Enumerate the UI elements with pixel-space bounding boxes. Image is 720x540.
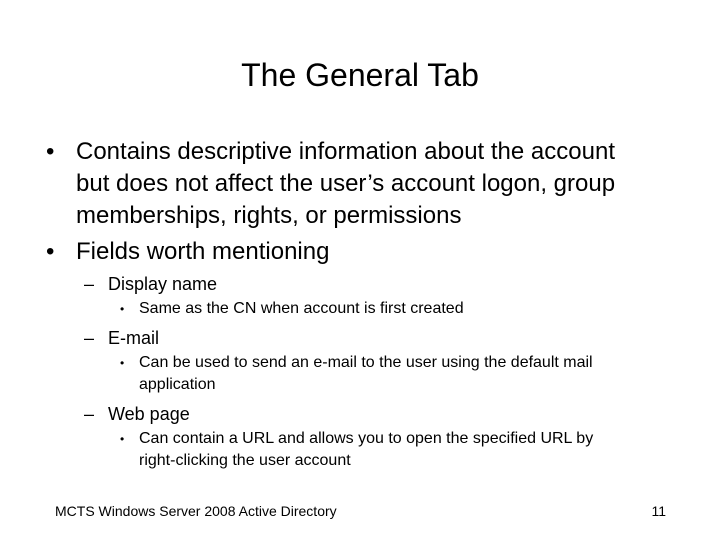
- detail-text-line: Can contain a URL and allows you to open the specified URL by: [139, 430, 594, 447]
- bullet-fields-worth-mentioning: [0, 236, 720, 268]
- bullet-marker: •: [46, 238, 55, 265]
- bullet-text-line: Fields worth mentioning: [76, 238, 330, 265]
- detail-text-line: application: [139, 376, 216, 393]
- detail-text-line: Same as the CN when account is first created: [139, 300, 464, 317]
- bullet-text-line: memberships, rights, or permissions: [76, 202, 462, 229]
- detail-display-name: [0, 298, 720, 320]
- subitem-label: Web page: [108, 404, 190, 424]
- bullet-marker: •: [120, 356, 125, 370]
- subitem-web-page: [0, 402, 720, 426]
- bullet-marker: •: [46, 138, 55, 165]
- slide-title: The General Tab: [241, 57, 479, 93]
- subitem-label: E-mail: [108, 328, 160, 348]
- detail-text-line: Can be used to send an e-mail to the user using the default mail: [139, 354, 593, 371]
- footer-page-number: 11: [651, 503, 666, 519]
- detail-text-line: right-clicking the user account: [139, 452, 351, 469]
- subitem-display-name: [0, 272, 720, 296]
- bullet-text-line: but does not affect the user’s account logon, group: [76, 170, 616, 197]
- dash-marker: –: [84, 404, 95, 424]
- bullet-text-line: Contains descriptive information about the account: [76, 138, 615, 165]
- dash-marker: –: [84, 274, 95, 294]
- bullet-contains-descriptive-info: [0, 136, 720, 232]
- footer-course-title: MCTS Windows Server 2008 Active Directory: [55, 503, 337, 519]
- slide-body: [0, 136, 720, 478]
- dash-marker: –: [84, 328, 95, 348]
- subitem-e-mail: [0, 326, 720, 350]
- subitem-label: Display name: [108, 274, 218, 294]
- detail-e-mail: [0, 352, 720, 396]
- bullet-marker: •: [120, 302, 125, 316]
- detail-web-page: [0, 428, 720, 472]
- bullet-marker: •: [120, 432, 125, 446]
